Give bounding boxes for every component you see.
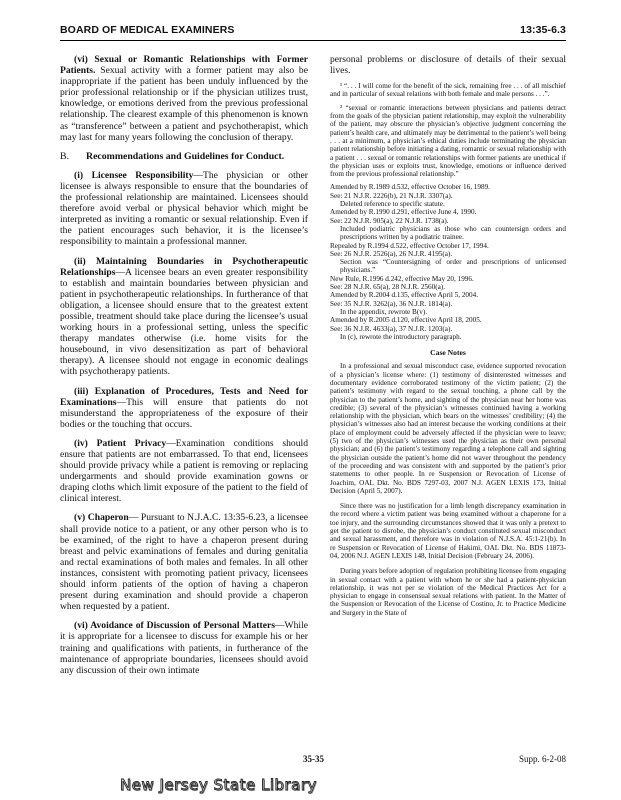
history-line: Amended by R.1990 d.291, effective June 4, 1990.	[330, 208, 477, 217]
paragraph-ii-boundaries	[60, 256, 308, 378]
running-header	[60, 24, 566, 38]
paragraph-v-chaperon	[60, 512, 308, 612]
footnote-2: ² “sexual or romantic interactions between physicians and patients detract from the goals of the physician patient relationship, may exploit the vulnerability of the patient, may obscure the physician’s objective judgment concerning the patient’s health care, and ultimately may be detrimental to the patient’s well being . . . at a minimum, a physician’s ethical duties include terminating the physician patient relationship before initiating a dating, romantic or sexual relationship with a patient . . . sexual or romantic relationships with former patients are unethical if the physician uses or exploits trust, knowledge, emotions or influence derived from the previous professional relationship.”	[330, 103, 566, 179]
section-heading	[60, 151, 308, 162]
paragraph-term: (vi) Sexual or Romantic Relationships with Former Patients.	[60, 54, 308, 77]
history-line: New Rule, R.1996 d.242, effective May 20, 1996.	[330, 274, 474, 283]
paragraph-term: (ii) Maintaining Boundaries in Psychotherapeutic Relationships	[60, 255, 308, 278]
paragraph-body: —This will ensure that patients do not misunderstand the appropriateness of the exposure of their bodies or the touching that occurs.	[60, 396, 308, 430]
history-line: Amended by R.1989 d.532, effective October 16, 1989.	[330, 183, 490, 192]
continued-paragraph: personal problems or disclosure of details of their sexual lives.	[330, 54, 566, 77]
history-line: See: 22 N.J.R. 905(a), 22 N.J.R. 1738(a).	[330, 216, 449, 225]
paragraph-term: (v) Chaperon	[74, 512, 129, 524]
history-notes	[330, 183, 566, 341]
history-line: In (c), rewrote the introductory paragraph.	[340, 332, 462, 341]
paragraph-term: (i) Licensee Responsibility	[74, 169, 194, 181]
case-note: Since there was no justification for a limb length discrepancy examination in the record where a victim patient was being examined without a chaperone for a toe injury, and the surrounding circumstances showed that it was only a pretext to get the patient to disrobe, the physician’s conduct constituted sexual misconduct and sexual harassment, and therefore was in violation of N.J.S.A. 45:1-21(b). In re Suspension or Revocation of License of Hakimi, OAL Dkt. No. BDS 11873-04, 2006 N.J. AGEN LEXIS 148, Initial Decision (February 24, 2006).	[330, 502, 566, 560]
footnote-1: ¹ “. . . I will come for the benefit of the sick, remaining free . . . of all mischief and in particular of sexual relations with both female and male persons . . .”.	[330, 82, 566, 99]
history-line: See: 35 N.J.R. 3262(a), 36 N.J.R. 1814(a).	[330, 299, 453, 308]
supplement-date: Supp. 6-2-08	[519, 754, 566, 764]
paragraph-body: Sexual activity with a former patient may also be inappropriate if the patient has been unduly influenced by the prior professional relationship or if the physician utilizes trust, knowledge, or emotions derived from the previous professional relationship. The clearest example of this phenomenon is known as “transference” between a patient and psychotherapist, which may last for many years following the conclusion of therapy.	[60, 65, 308, 143]
page-footer	[60, 754, 566, 766]
paragraph-iv-patient-privacy	[60, 438, 308, 505]
case-note: In a professional and sexual misconduct case, evidence supported revocation of a physician’s license where: (1) testimony of disinterested witnesses and documentary evidence corroborated testimony of the victim patient; (2) the patient’s testimony with regard to the sexual touching, a phone call by the physician to the patient’s home, and sighting of the physician near her home was credible; (3) several of the physician’s witnesses continued having a working relationship with the physician, which bears on the witnesses’ credibility; (4) the physician’s witnesses also had an interest because the working conditions at their place of employment could be adversely affected if the physician were to leave; (5) two of the physician’s witnesses used the physician as their own personal physician; and (6) the patient’s testimony regarding a telephone call and sighting the physician outside the patient’s home did not waver throughout the pendency of the proceeding and was consistent with and supported by the patient’s prior statements to other people. In re Suspension or Revocation of License of Joachim, OAL Dkt. No. BDS 7297-03, 2007 N.J. AGEN LEXIS 173, Initial Decision (April 5, 2007).	[330, 362, 566, 495]
history-line: In the appendix, rewrote B(v).	[340, 307, 428, 316]
right-column	[330, 54, 566, 624]
header-section: 13:35-6.3	[520, 24, 566, 36]
history-line: Amended by R.2004 d.135, effective April 5, 2004.	[330, 291, 478, 300]
paragraph-body: —The physician or other licensee is always responsible to ensure that the boundaries of the professional relationship are maintained. Licensees should therefore avoid verbal or physical behavior which might be interpreted as inviting a romantic or sexual relationship. Even if the patient encourages such behavior, it is the licensee’s responsibility to maintain a professional manner.	[60, 169, 308, 248]
paragraph-body: —Examination conditions should ensure that patients are not embarrassed. To that end, licensees should provide privacy while a patient is removing or replacing undergarments and should provide examination gowns or draping cloths which limit exposure of the patient to the field of clinical interest.	[60, 437, 308, 505]
section-title: Recommendations and Guidelines for Conduct.	[86, 150, 285, 162]
history-line: See: 36 N.J.R. 4633(a), 37 N.J.R. 1203(a).	[330, 324, 453, 333]
left-column	[60, 54, 308, 684]
paragraph-term: (vi) Avoidance of Discussion of Personal Matters	[74, 620, 275, 632]
history-line: See: 21 N.J.R. 2226(b), 21 N.J.R. 3307(a).	[330, 191, 453, 200]
paragraph-body: —A licensee bears an even greater responsibility to establish and maintain boundaries between physician and patient in psychotherapeutic relationships. In furtherance of that obligation, a licensee should ensure that to the greatest extent possible, treatment should take place during the licensee’s usual working hours in a professional setting, unless the specific therapy mandates otherwise (i.e. home visits for the housebound, in vivo desensitization as part of behavioral therapy). A licensee should not engage in economic dealings with psychotherapy patients.	[60, 266, 308, 378]
header-rule	[60, 40, 566, 41]
history-line: Section was “Countersigning of order and prescriptions of unlicensed physicians.”	[340, 258, 566, 275]
history-line: Deleted reference to specific statute.	[340, 200, 445, 209]
paragraph-term: (iv) Patient Privacy	[74, 437, 167, 449]
history-line: Repealed by R.1994 d.522, effective October 17, 1994.	[330, 241, 489, 250]
paragraph-term: (iii) Explanation of Procedures, Tests and Need for Examinations	[60, 385, 308, 408]
library-watermark: New Jersey State Library	[120, 776, 317, 794]
history-line: See: 28 N.J.R. 65(a), 28 N.J.R. 2560(a).	[330, 283, 445, 292]
paragraph-body: — Pursuant to N.J.A.C. 13:35-6.23, a licensee shall provide notice to a patient, or any other person who is to be examined, of the right to have a chaperon present during breast and pelvic examinations of females and during genitalia and rectal examinations of both males and females. In all other instances, consistent with promoting patient privacy, licensees should inform patients of the option of having a chaperon present during examination and should provide a chaperon when requested by a patient.	[60, 512, 308, 613]
history-line: Included podiatric physicians as those who can countersign orders and prescriptions written by a podiatric trainee.	[340, 224, 566, 242]
case-note: During years before adoption of regulation prohibiting licensee from engaging in sexual contact with a patient with whom he or she had a patient-physician relationship, it was not per se violation of the Medical Practices Act for a physician to engage in consensual sexual relations with patient. In the Matter of the Suspension or Revocation of the License of Costino, Jr. to Practice Medicine and Surgery in the State of	[330, 567, 566, 617]
history-line: Amended by R.2005 d.120, effective April 18, 2005.	[330, 316, 482, 325]
section-number: B.	[60, 150, 69, 162]
paragraph-i-licensee-responsibility	[60, 170, 308, 248]
paragraph-body: —While it is appropriate for a licensee to discuss for example his or her training and qualifications with patients, in furtherance of the maintenance of appropriate boundaries, licensees should avoid any discussion of their own intimate	[60, 620, 308, 676]
history-line: See: 26 N.J.R. 2526(a), 26 N.J.R. 4195(a).	[330, 249, 453, 258]
paragraph-iii-explanation	[60, 386, 308, 430]
header-title: BOARD OF MEDICAL EXAMINERS	[60, 24, 235, 36]
page-number: 35-35	[303, 754, 324, 764]
case-notes-heading: Case Notes	[430, 348, 466, 358]
paragraph-vi-former-patients	[60, 54, 308, 143]
paragraph-vi-personal-matters	[60, 620, 308, 675]
